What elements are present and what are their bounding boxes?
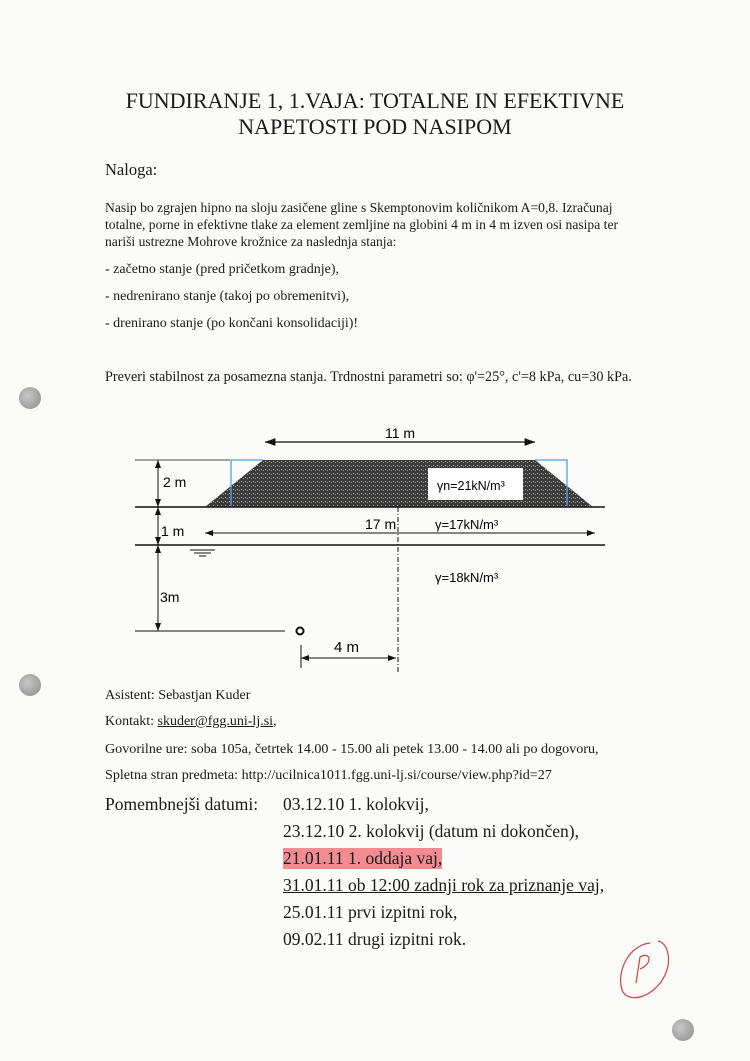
state-item: - začetno stanje (pred pričetkom gradnje),	[105, 262, 340, 277]
task-line: Nasip bo zgrajen hipno na sloju zasičene gline s Skemptonovim količnikom A=0,8. Izračunaj	[105, 200, 613, 215]
task-line: nariši ustrezne Mohrove krožnice za naslednja stanja:	[105, 234, 397, 249]
office-hours: Govorilne ure: soba 105a, četrtek 14.00 - 15.00 ali petek 13.00 - 14.00 ali po dogovoru,	[105, 741, 599, 757]
label-gamma2: γ=18kN/m³	[435, 570, 499, 585]
state-item: - drenirano stanje (po končani konsolidaciji)!	[105, 316, 359, 331]
page-title-line2: NAPETOSTI POD NASIPOM	[238, 114, 512, 139]
date-item-underlined: 31.01.11 ob 12:00 zadnji rok za priznanje vaj,	[283, 875, 605, 895]
point-marker	[297, 628, 304, 635]
task-heading: Naloga:	[105, 160, 158, 179]
label-top-width: 11 m	[385, 425, 416, 441]
contact-suffix: ,	[273, 714, 277, 729]
stability-text: Preveri stabilnost za posamezna stanja. Trdnostni parametri so: φ'=25°, c'=8 kPa, cu=30 kPa.	[105, 369, 632, 385]
label-h-embankment: 2 m	[163, 474, 187, 490]
label-gamma1: γ=17kN/m³	[435, 517, 499, 532]
task-line: totalne, porne in efektivne tlake za element zemljine na globini 4 m in 4 m izven osi nasipa ter	[105, 217, 618, 232]
date-item-highlighted: 21.01.11 1. oddaja vaj,	[283, 848, 443, 868]
state-item: - nedrenirano stanje (takoj po obremenitvi),	[105, 289, 350, 304]
dates-label: Pomembnejši datumi:	[105, 794, 259, 814]
label-h-layer1: 1 m	[161, 523, 185, 539]
date-item: 25.01.11 prvi izpitni rok,	[283, 902, 458, 922]
page-title-line1: FUNDIRANJE 1, 1.VAJA: TOTALNE IN EFEKTIVNE	[125, 88, 625, 113]
label-base-width: 17 m	[365, 516, 397, 532]
embankment	[205, 460, 593, 507]
website: Spletna stran predmeta: http://ucilnica1011.fgg.uni-lj.si/course/view.php?id=27	[105, 767, 552, 783]
handwritten-mark-icon	[610, 935, 680, 1010]
label-offset: 4 m	[334, 639, 360, 656]
date-item: 03.12.10 1. kolokvij,	[283, 794, 429, 814]
email-link[interactable]: skuder@fgg.uni-lj.si	[157, 714, 274, 729]
date-item: 09.02.11 drugi izpitni rok.	[283, 929, 467, 949]
label-h-layer2: 3m	[160, 589, 180, 605]
date-item: 23.12.10 2. kolokvij (datum ni dokončen),	[283, 821, 580, 841]
water-level-icon	[190, 550, 215, 556]
assistant: Asistent: Sebastjan Kuder	[105, 688, 251, 703]
label-gamma-n: γn=21kN/m³	[437, 479, 505, 493]
contact-label: Kontakt:	[105, 714, 158, 729]
contact-line	[105, 714, 277, 730]
